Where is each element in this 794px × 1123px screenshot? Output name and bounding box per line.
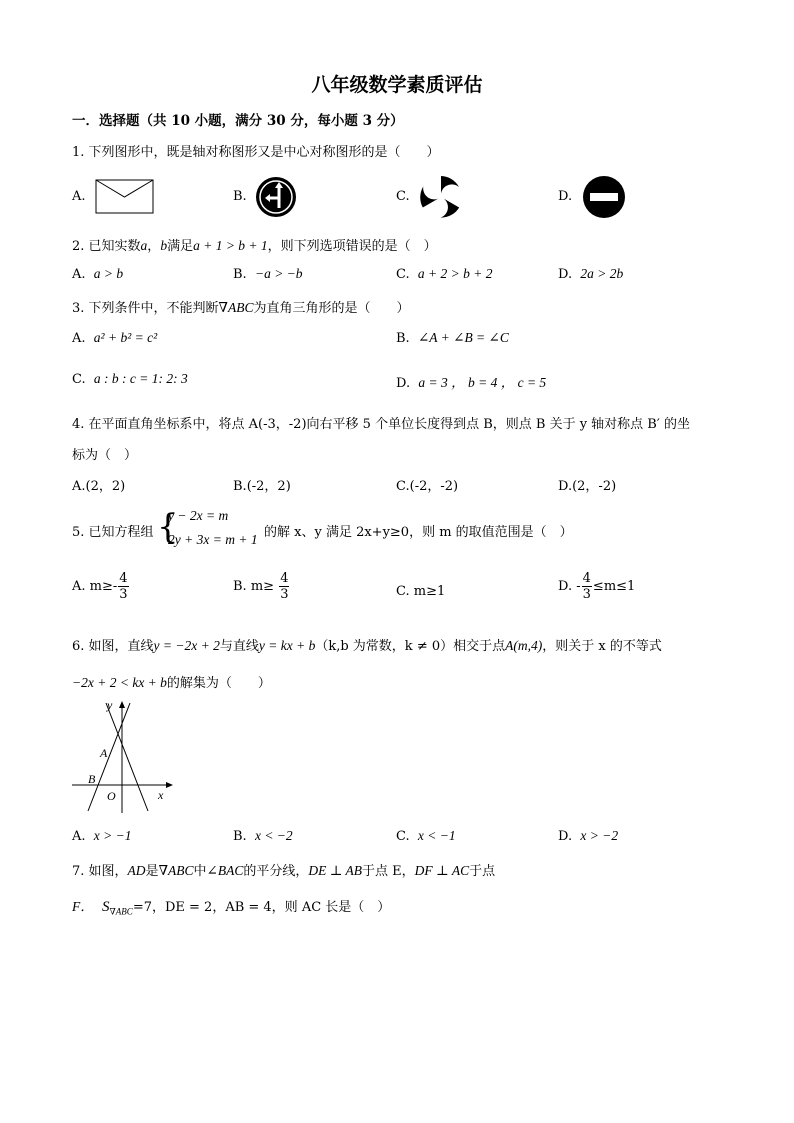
- option-text: (2，2): [85, 479, 126, 494]
- envelope-icon: [95, 179, 155, 215]
- option-label: B.: [233, 579, 247, 594]
- q7-mid-2: 中: [193, 864, 207, 879]
- y-axis-arrow: [119, 701, 125, 708]
- option-text: (2，-2): [572, 479, 617, 494]
- option-label: A.: [72, 579, 86, 594]
- option-pre: m≥1: [413, 584, 446, 599]
- option-expr: a² + b² = c²: [93, 330, 158, 345]
- question-4-line-2: 标为（ ）: [72, 448, 138, 463]
- q5-equation-1: y − 2x = m: [168, 508, 229, 523]
- option-label: A.: [72, 829, 86, 844]
- option-label: C.: [396, 584, 410, 599]
- q2-option-a: [72, 266, 123, 282]
- q6-option-b: [233, 828, 293, 844]
- q3-option-c: [72, 371, 188, 387]
- fraction-denominator: 3: [119, 587, 128, 602]
- x-axis-arrow: [166, 782, 173, 788]
- q5-option-c: [396, 584, 445, 599]
- option-label: C.: [72, 372, 86, 387]
- no-entry-icon: [582, 175, 626, 219]
- question-3-stem: [72, 297, 410, 316]
- point-b-label: B: [88, 772, 96, 786]
- q6-pre: 6. 如图，直线: [72, 639, 154, 654]
- q4-option-a: [72, 475, 125, 494]
- option-expr: a : b : c = 1: 2: 3: [93, 371, 188, 386]
- option-label: B.: [233, 267, 247, 282]
- q4-option-b: [233, 475, 291, 494]
- q7-mid-1: 是: [145, 864, 159, 879]
- q3-option-b: [396, 330, 509, 346]
- option-expr: −a > −b: [254, 266, 303, 281]
- option-label: D.: [558, 829, 573, 844]
- q6-coordinate-graph: [70, 697, 180, 815]
- option-label: D.: [396, 376, 411, 391]
- q6-line-2-post: 的解集为（ ）: [166, 676, 271, 691]
- option-expr: ∠A + ∠B = ∠C: [417, 330, 509, 345]
- q7-mid-4: 于点 E，: [362, 864, 415, 879]
- option-post: ≤m≤1: [592, 579, 636, 594]
- q2-stem-pre: 2. 已知实数: [72, 239, 141, 254]
- option-label: A.: [72, 479, 86, 494]
- option-label: D.: [558, 479, 573, 494]
- q5-stem-pre: 5. 已知方程组: [72, 525, 154, 540]
- option-expr: a + 2 > b + 2: [417, 266, 493, 281]
- q4-option-c: [396, 475, 458, 494]
- question-7-line-2: [72, 895, 390, 918]
- option-pre: m≥-: [89, 579, 118, 594]
- option-expr: x > −2: [580, 828, 619, 843]
- option-expr: a = 3 ， b = 4 ， c = 5: [418, 375, 547, 390]
- q6-condition: （k,b 为常数，k ≠ 0）相交于点: [315, 639, 506, 654]
- q5-option-d: [558, 572, 635, 601]
- option-label: A.: [72, 267, 86, 282]
- option-expr: a > b: [93, 266, 124, 281]
- x-axis-label: x: [158, 788, 164, 802]
- q5-equation-2: 2y + 3x = m + 1: [168, 532, 258, 547]
- q2-stem-post: ，则下列选项错误的是（ ）: [267, 239, 437, 254]
- q6-line-eq-2: y = kx + b: [258, 638, 316, 653]
- q6-point: A(m,4): [505, 638, 543, 653]
- q3-option-a: [72, 330, 157, 346]
- option-expr: x < −1: [417, 828, 456, 843]
- q6-inequality: −2x + 2 < kx + b: [72, 675, 167, 690]
- point-a-label: A: [100, 746, 108, 760]
- yin-yang-swirl-icon: [418, 174, 464, 220]
- option-label: A.: [72, 331, 86, 346]
- q1-option-a-label: A.: [72, 189, 86, 204]
- q3-option-d: [396, 371, 546, 391]
- fraction: [279, 572, 289, 601]
- option-label: C.: [396, 267, 410, 282]
- q5-option-a: [72, 572, 130, 601]
- option-label: C.: [396, 479, 410, 494]
- option-label: D.: [558, 267, 573, 282]
- q7-pre: 7. 如图，: [72, 864, 128, 879]
- fraction-numerator: 4: [582, 571, 591, 586]
- q7-triangle: ∇ABC: [158, 863, 194, 878]
- q6-option-a: [72, 828, 132, 844]
- q7-mid-3: 的平分线，: [243, 864, 309, 879]
- q2-condition: a + 1 > b + 1: [193, 238, 268, 253]
- option-label: B.: [233, 829, 247, 844]
- q2-sep: ，: [147, 239, 161, 254]
- q7-area-s: S: [102, 899, 110, 915]
- q2-var-b: b: [160, 238, 168, 253]
- option-text: (-2，-2): [409, 479, 459, 494]
- q7-f: F．: [72, 899, 94, 914]
- question-6-line-2: [72, 672, 271, 691]
- q1-option-b-label: B.: [233, 189, 247, 204]
- option-expr: 2a > 2b: [580, 266, 624, 281]
- fraction-numerator: 4: [119, 571, 128, 586]
- page-title: 八年级数学素质评估: [311, 74, 483, 96]
- fraction: [582, 572, 592, 601]
- option-expr: x > −1: [93, 828, 132, 843]
- section-heading: 一．选择题（共 10 小题，满分 30 分，每小题 3 分）: [72, 113, 404, 129]
- origin-label: O: [107, 789, 116, 803]
- q4-option-d: [558, 475, 616, 494]
- option-text: (-2，2): [246, 479, 291, 494]
- q3-triangle: ∇ABC: [218, 300, 254, 315]
- q3-stem-post: 为直角三角形的是（ ）: [253, 301, 410, 316]
- q6-post: ，则关于 x 的不等式: [542, 639, 662, 654]
- q7-df-perp: DF ⊥ AC: [414, 863, 470, 878]
- question-7-line-1: [72, 860, 495, 879]
- option-expr: x < −2: [254, 828, 293, 843]
- q2-option-b: [233, 266, 303, 282]
- q7-de-perp: DE ⊥ AB: [308, 863, 363, 878]
- q2-var-a: a: [140, 238, 148, 253]
- fraction-denominator: 3: [280, 587, 289, 602]
- q5-option-b: [233, 572, 290, 601]
- q1-option-d-label: D.: [558, 189, 573, 204]
- q5-stem-post: 的解 x、y 满足 2x+y≥0，则 m 的取值范围是（ ）: [264, 525, 573, 540]
- fraction-numerator: 4: [280, 571, 289, 586]
- question-4-line-1: 4. 在平面直角坐标系中，将点 A(-3，-2)向右平移 5 个单位长度得到点 B，则点 B 关于 y 轴对称点 B′ 的坐: [72, 417, 690, 432]
- option-label: B.: [233, 479, 247, 494]
- q6-option-d: [558, 828, 618, 844]
- q1-option-c-label: C.: [396, 189, 410, 204]
- q2-stem-mid: 满足: [167, 239, 194, 254]
- q6-line-eq-1: y = −2x + 2: [153, 638, 220, 653]
- option-pre: -: [576, 579, 581, 594]
- q5-system-brace: {: [157, 507, 179, 547]
- fraction: [118, 572, 128, 601]
- y-axis-label: y: [107, 698, 113, 712]
- option-label: C.: [396, 829, 410, 844]
- fraction-denominator: 3: [582, 587, 591, 602]
- question-6-line-1: [72, 635, 662, 654]
- question-1-stem: 1. 下列图形中，既是轴对称图形又是中心对称图形的是（ ）: [72, 145, 440, 160]
- q7-ad: AD: [127, 863, 146, 878]
- q3-stem-pre: 3. 下列条件中，不能判断: [72, 301, 219, 316]
- q6-option-c: [396, 828, 456, 844]
- question-2-stem: [72, 235, 437, 254]
- q7-area-sub: ∇ABC: [109, 906, 133, 917]
- traffic-sign-icon: [255, 176, 297, 218]
- q2-option-c: [396, 266, 492, 282]
- q6-mid: 与直线: [219, 639, 259, 654]
- q7-post: 于点: [469, 864, 496, 879]
- q7-line-2-rest: =7，DE = 2，AB = 4，则 AC 长是（ ）: [132, 900, 391, 915]
- option-label: B.: [396, 331, 410, 346]
- option-label: D.: [558, 579, 573, 594]
- q7-angle: ∠BAC: [206, 863, 244, 878]
- option-pre: m≥: [250, 579, 275, 594]
- q2-option-d: [558, 266, 623, 282]
